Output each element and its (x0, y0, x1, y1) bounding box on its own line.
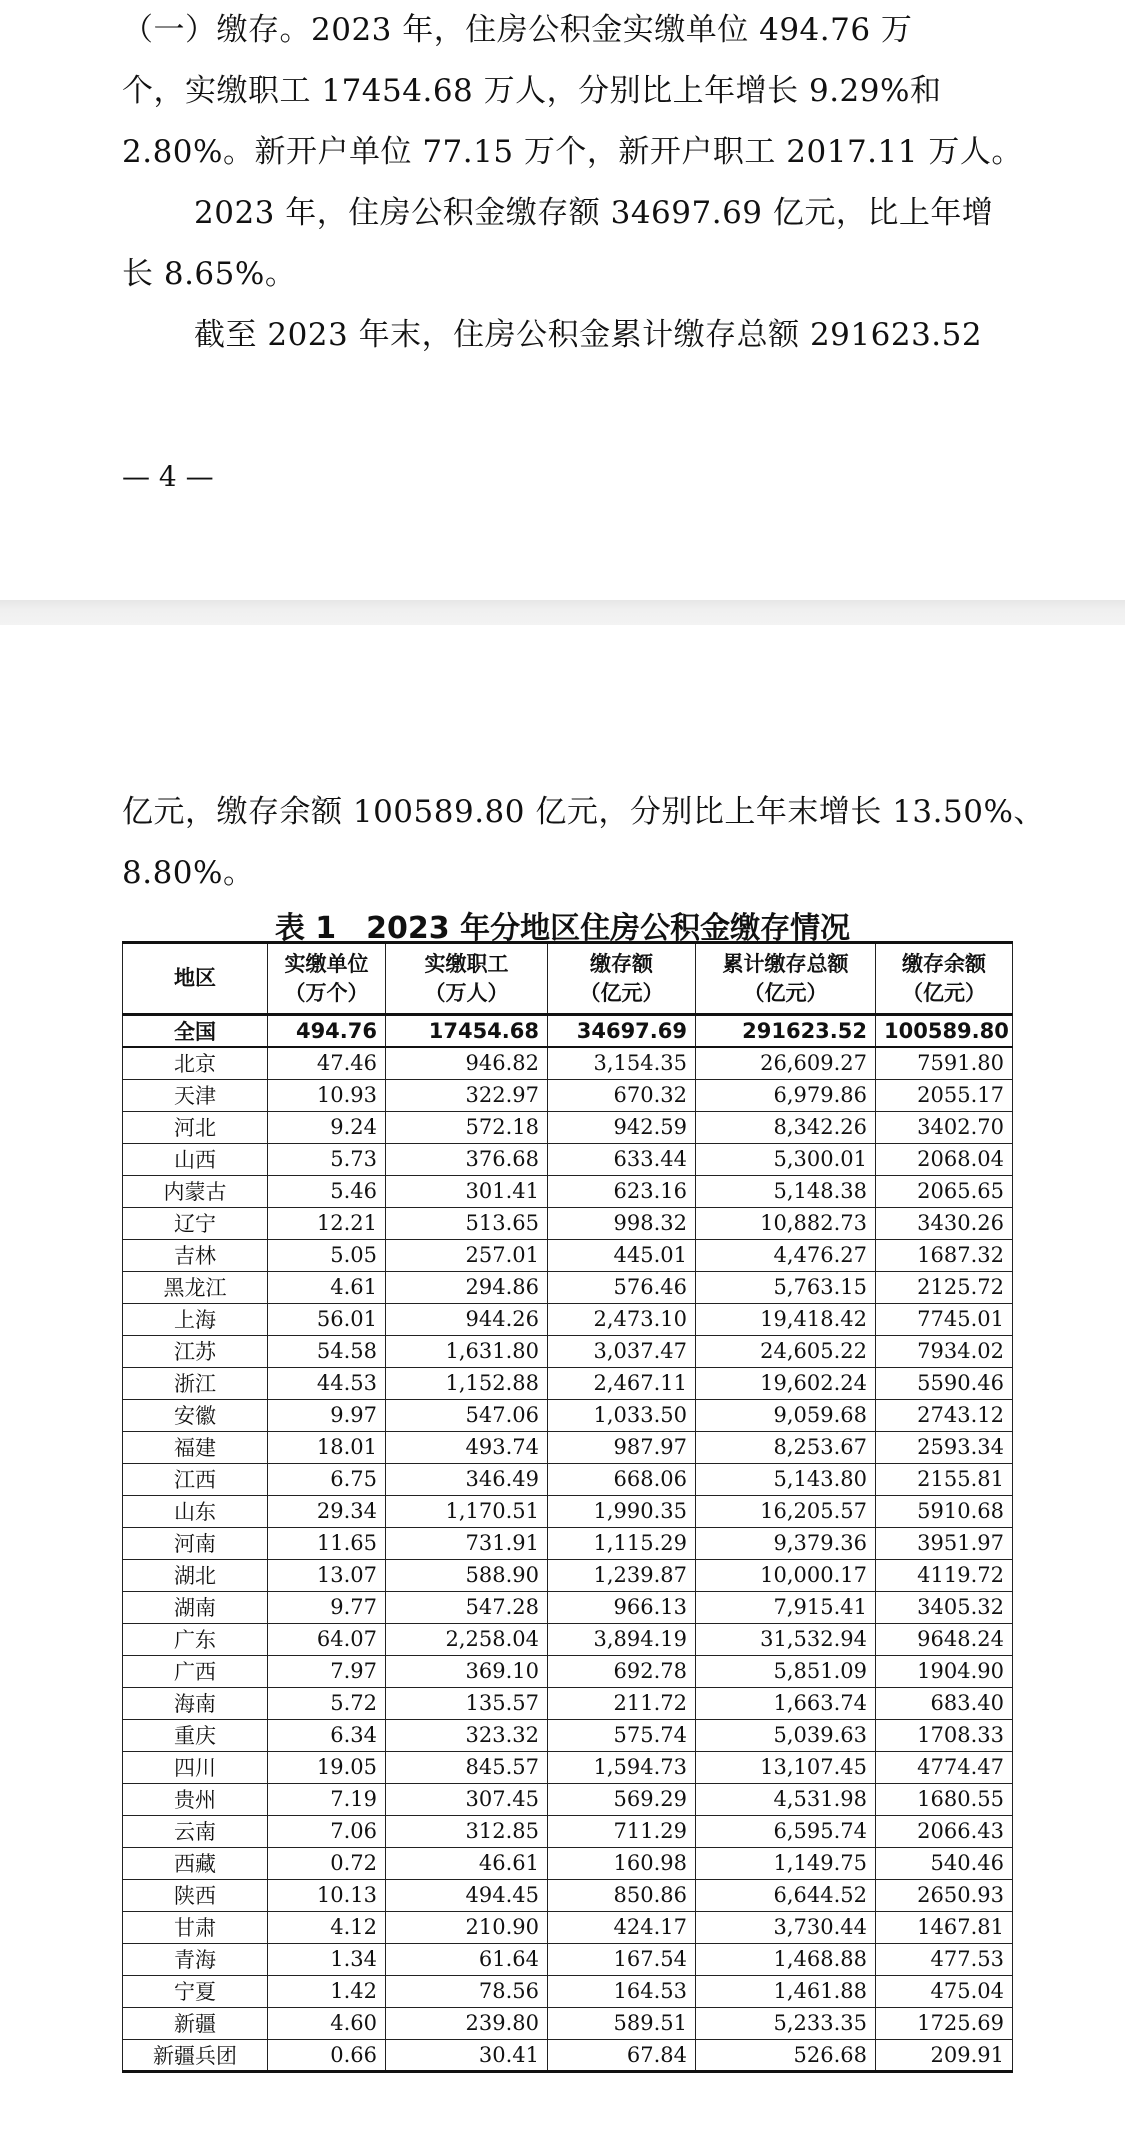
cell-units: 9.77 (268, 1591, 386, 1623)
cell-employees: 2,258.04 (386, 1623, 548, 1655)
cell-cumulative-deposit: 4,531.98 (696, 1783, 876, 1815)
cell-cumulative-deposit: 5,143.80 (696, 1463, 876, 1495)
cell-employees: 369.10 (386, 1655, 548, 1687)
cell-region: 云南 (123, 1815, 268, 1847)
cell-deposit-amount: 998.32 (548, 1207, 696, 1239)
cell-cumulative-deposit: 26,609.27 (696, 1047, 876, 1079)
cell-employees: 494.45 (386, 1879, 548, 1911)
cell-units: 29.34 (268, 1495, 386, 1527)
table-row (123, 1463, 1013, 1495)
cell-region: 宁夏 (123, 1975, 268, 2007)
cell-region: 新疆 (123, 2007, 268, 2039)
cell-employees: 322.97 (386, 1079, 548, 1111)
cell-units: 9.24 (268, 1111, 386, 1143)
cell-region: 西藏 (123, 1847, 268, 1879)
cell-region: 上海 (123, 1303, 268, 1335)
continued-line-1: 亿元，缴存余额 100589.80 亿元，分别比上年末增长 13.50%、 (122, 794, 1045, 830)
cell-deposit-amount: 160.98 (548, 1847, 696, 1879)
table-row (123, 1335, 1013, 1367)
table-row (123, 1271, 1013, 1303)
cell-cumulative-deposit: 1,461.88 (696, 1975, 876, 2007)
cell-region: 河北 (123, 1111, 268, 1143)
cell-deposit-balance: 7745.01 (876, 1303, 1013, 1335)
cell-cumulative-deposit: 4,476.27 (696, 1239, 876, 1271)
cell-deposit-balance: 2593.34 (876, 1431, 1013, 1463)
cell-region: 内蒙古 (123, 1175, 268, 1207)
cell-employees: 946.82 (386, 1047, 548, 1079)
cell-employees: 1,152.88 (386, 1367, 548, 1399)
table-row (123, 1367, 1013, 1399)
cell-units: 5.46 (268, 1175, 386, 1207)
cell-deposit-balance: 2650.93 (876, 1879, 1013, 1911)
cell-deposit-amount: 34697.69 (548, 1015, 696, 1048)
cell-cumulative-deposit: 5,763.15 (696, 1271, 876, 1303)
cell-employees: 731.91 (386, 1527, 548, 1559)
cell-cumulative-deposit: 9,379.36 (696, 1527, 876, 1559)
cell-units: 4.12 (268, 1911, 386, 1943)
table-row-national-total (123, 1015, 1013, 1048)
header-deposit-balance: 缴存余额 （亿元） (876, 943, 1013, 1015)
cell-deposit-balance: 2065.65 (876, 1175, 1013, 1207)
cell-cumulative-deposit: 9,059.68 (696, 1399, 876, 1431)
cell-deposit-balance: 477.53 (876, 1943, 1013, 1975)
cell-deposit-amount: 67.84 (548, 2039, 696, 2071)
cell-units: 47.46 (268, 1047, 386, 1079)
cell-deposit-amount: 966.13 (548, 1591, 696, 1623)
cell-employees: 257.01 (386, 1239, 548, 1271)
cell-units: 7.06 (268, 1815, 386, 1847)
cell-deposit-balance: 2066.43 (876, 1815, 1013, 1847)
cell-deposit-balance: 2068.04 (876, 1143, 1013, 1175)
cell-region: 新疆兵团 (123, 2039, 268, 2071)
cell-cumulative-deposit: 10,000.17 (696, 1559, 876, 1591)
cell-employees: 1,170.51 (386, 1495, 548, 1527)
cell-cumulative-deposit: 16,205.57 (696, 1495, 876, 1527)
cell-region: 广西 (123, 1655, 268, 1687)
cell-employees: 294.86 (386, 1271, 548, 1303)
header-cumulative-deposit: 累计缴存总额 （亿元） (696, 943, 876, 1015)
cell-cumulative-deposit: 1,468.88 (696, 1943, 876, 1975)
cell-deposit-amount: 711.29 (548, 1815, 696, 1847)
cell-deposit-balance: 475.04 (876, 1975, 1013, 2007)
cell-deposit-balance: 1680.55 (876, 1783, 1013, 1815)
cell-deposit-balance: 1725.69 (876, 2007, 1013, 2039)
cell-units: 7.19 (268, 1783, 386, 1815)
cell-deposit-amount: 668.06 (548, 1463, 696, 1495)
cell-deposit-balance: 2155.81 (876, 1463, 1013, 1495)
table-header-row (123, 943, 1013, 1015)
cell-deposit-balance: 7591.80 (876, 1047, 1013, 1079)
cell-deposit-balance: 5590.46 (876, 1367, 1013, 1399)
cell-region: 四川 (123, 1751, 268, 1783)
table-row (123, 1175, 1013, 1207)
cell-cumulative-deposit: 5,039.63 (696, 1719, 876, 1751)
cell-region: 海南 (123, 1687, 268, 1719)
cell-deposit-balance: 2055.17 (876, 1079, 1013, 1111)
cell-region: 湖南 (123, 1591, 268, 1623)
cell-deposit-balance: 3405.32 (876, 1591, 1013, 1623)
cell-region: 湖北 (123, 1559, 268, 1591)
cell-employees: 323.32 (386, 1719, 548, 1751)
table-row (123, 1655, 1013, 1687)
cell-cumulative-deposit: 5,300.01 (696, 1143, 876, 1175)
cell-cumulative-deposit: 526.68 (696, 2039, 876, 2071)
cell-deposit-amount: 3,037.47 (548, 1335, 696, 1367)
cell-deposit-amount: 987.97 (548, 1431, 696, 1463)
cell-deposit-amount: 1,115.29 (548, 1527, 696, 1559)
cell-deposit-balance: 9648.24 (876, 1623, 1013, 1655)
cell-employees: 1,631.80 (386, 1335, 548, 1367)
cell-employees: 588.90 (386, 1559, 548, 1591)
cell-cumulative-deposit: 291623.52 (696, 1015, 876, 1048)
cell-units: 6.34 (268, 1719, 386, 1751)
table-row (123, 1943, 1013, 1975)
cell-deposit-amount: 576.46 (548, 1271, 696, 1303)
cell-cumulative-deposit: 1,663.74 (696, 1687, 876, 1719)
table-row (123, 1623, 1013, 1655)
cell-units: 5.05 (268, 1239, 386, 1271)
cell-cumulative-deposit: 8,342.26 (696, 1111, 876, 1143)
table-row (123, 1815, 1013, 1847)
cell-cumulative-deposit: 6,644.52 (696, 1879, 876, 1911)
cell-deposit-balance: 7934.02 (876, 1335, 1013, 1367)
cell-deposit-amount: 692.78 (548, 1655, 696, 1687)
cell-deposit-amount: 589.51 (548, 2007, 696, 2039)
cell-cumulative-deposit: 19,418.42 (696, 1303, 876, 1335)
cell-deposit-amount: 623.16 (548, 1175, 696, 1207)
cell-units: 7.97 (268, 1655, 386, 1687)
cell-deposit-amount: 164.53 (548, 1975, 696, 2007)
cell-units: 56.01 (268, 1303, 386, 1335)
cell-units: 10.13 (268, 1879, 386, 1911)
cell-deposit-amount: 167.54 (548, 1943, 696, 1975)
cell-deposit-balance: 3951.97 (876, 1527, 1013, 1559)
cell-deposit-balance: 540.46 (876, 1847, 1013, 1879)
table-row (123, 1879, 1013, 1911)
cell-deposit-amount: 2,473.10 (548, 1303, 696, 1335)
cell-cumulative-deposit: 31,532.94 (696, 1623, 876, 1655)
cell-region: 吉林 (123, 1239, 268, 1271)
table-row (123, 1431, 1013, 1463)
cell-deposit-balance: 1708.33 (876, 1719, 1013, 1751)
cell-deposit-amount: 1,033.50 (548, 1399, 696, 1431)
cell-employees: 301.41 (386, 1175, 548, 1207)
table-row (123, 1207, 1013, 1239)
cell-deposit-balance: 2125.72 (876, 1271, 1013, 1303)
cell-deposit-balance: 2743.12 (876, 1399, 1013, 1431)
cell-deposit-amount: 211.72 (548, 1687, 696, 1719)
cell-cumulative-deposit: 8,253.67 (696, 1431, 876, 1463)
cell-employees: 845.57 (386, 1751, 548, 1783)
table-row (123, 2007, 1013, 2039)
cell-employees: 312.85 (386, 1815, 548, 1847)
cell-region: 辽宁 (123, 1207, 268, 1239)
cell-units: 9.97 (268, 1399, 386, 1431)
paragraph-line-3: 2.80%。新开户单位 77.15 万个，新开户职工 2017.11 万人。 (122, 134, 1023, 170)
cell-employees: 239.80 (386, 2007, 548, 2039)
cell-cumulative-deposit: 5,851.09 (696, 1655, 876, 1687)
cell-units: 54.58 (268, 1335, 386, 1367)
paragraph-line-6: 截至 2023 年末，住房公积金累计缴存总额 291623.52 (194, 317, 983, 353)
cell-deposit-balance: 1467.81 (876, 1911, 1013, 1943)
cell-employees: 46.61 (386, 1847, 548, 1879)
header-units: 实缴单位 （万个） (268, 943, 386, 1015)
cell-units: 6.75 (268, 1463, 386, 1495)
table-row (123, 1303, 1013, 1335)
cell-deposit-balance: 1904.90 (876, 1655, 1013, 1687)
table-row (123, 2039, 1013, 2071)
table-row (123, 1783, 1013, 1815)
cell-region: 甘肃 (123, 1911, 268, 1943)
cell-region: 安徽 (123, 1399, 268, 1431)
cell-deposit-balance: 5910.68 (876, 1495, 1013, 1527)
cell-employees: 572.18 (386, 1111, 548, 1143)
table-row (123, 1527, 1013, 1559)
page-separator (0, 600, 1125, 625)
cell-region: 江苏 (123, 1335, 268, 1367)
cell-cumulative-deposit: 7,915.41 (696, 1591, 876, 1623)
table-row (123, 1399, 1013, 1431)
cell-units: 4.61 (268, 1271, 386, 1303)
cell-employees: 493.74 (386, 1431, 548, 1463)
table-row (123, 1239, 1013, 1271)
cell-employees: 376.68 (386, 1143, 548, 1175)
cell-deposit-balance: 3430.26 (876, 1207, 1013, 1239)
cell-region: 广东 (123, 1623, 268, 1655)
cell-deposit-balance: 209.91 (876, 2039, 1013, 2071)
deposit-table (122, 941, 1013, 2073)
cell-region: 陕西 (123, 1879, 268, 1911)
table-row (123, 1047, 1013, 1079)
cell-deposit-balance: 1687.32 (876, 1239, 1013, 1271)
cell-employees: 513.65 (386, 1207, 548, 1239)
cell-deposit-amount: 850.86 (548, 1879, 696, 1911)
cell-region: 河南 (123, 1527, 268, 1559)
cell-employees: 307.45 (386, 1783, 548, 1815)
continued-line-2: 8.80%。 (122, 855, 255, 891)
cell-employees: 17454.68 (386, 1015, 548, 1048)
cell-deposit-amount: 445.01 (548, 1239, 696, 1271)
cell-cumulative-deposit: 3,730.44 (696, 1911, 876, 1943)
cell-employees: 210.90 (386, 1911, 548, 1943)
cell-employees: 547.06 (386, 1399, 548, 1431)
cell-cumulative-deposit: 6,979.86 (696, 1079, 876, 1111)
cell-deposit-amount: 633.44 (548, 1143, 696, 1175)
cell-region: 重庆 (123, 1719, 268, 1751)
header-region: 地区 (123, 943, 268, 1015)
cell-deposit-amount: 3,154.35 (548, 1047, 696, 1079)
cell-units: 1.34 (268, 1943, 386, 1975)
cell-region: 天津 (123, 1079, 268, 1111)
table-row (123, 1079, 1013, 1111)
cell-deposit-balance: 4119.72 (876, 1559, 1013, 1591)
cell-cumulative-deposit: 1,149.75 (696, 1847, 876, 1879)
paragraph-line-2: 个，实缴职工 17454.68 万人，分别比上年增长 9.29%和 (122, 73, 942, 109)
cell-deposit-amount: 1,239.87 (548, 1559, 696, 1591)
cell-region: 北京 (123, 1047, 268, 1079)
cell-region: 青海 (123, 1943, 268, 1975)
cell-employees: 346.49 (386, 1463, 548, 1495)
header-employees: 实缴职工 （万人） (386, 943, 548, 1015)
paragraph-line-1: （一）缴存。2023 年，住房公积金实缴单位 494.76 万 (122, 12, 913, 48)
table-row (123, 1719, 1013, 1751)
table-row (123, 1495, 1013, 1527)
table-title: 表 1 2023 年分地区住房公积金缴存情况 (274, 911, 851, 946)
cell-deposit-amount: 942.59 (548, 1111, 696, 1143)
cell-region: 福建 (123, 1431, 268, 1463)
table-row (123, 1911, 1013, 1943)
paragraph-line-4: 2023 年，住房公积金缴存额 34697.69 亿元，比上年增 (194, 195, 994, 231)
cell-region: 山东 (123, 1495, 268, 1527)
cell-units: 0.66 (268, 2039, 386, 2071)
cell-deposit-amount: 575.74 (548, 1719, 696, 1751)
cell-units: 5.73 (268, 1143, 386, 1175)
cell-units: 0.72 (268, 1847, 386, 1879)
cell-units: 10.93 (268, 1079, 386, 1111)
table-row (123, 1559, 1013, 1591)
cell-deposit-amount: 569.29 (548, 1783, 696, 1815)
cell-region: 江西 (123, 1463, 268, 1495)
cell-deposit-amount: 424.17 (548, 1911, 696, 1943)
cell-region: 山西 (123, 1143, 268, 1175)
cell-cumulative-deposit: 19,602.24 (696, 1367, 876, 1399)
cell-cumulative-deposit: 10,882.73 (696, 1207, 876, 1239)
table-row (123, 1751, 1013, 1783)
cell-units: 19.05 (268, 1751, 386, 1783)
table-row (123, 1975, 1013, 2007)
table-row (123, 1687, 1013, 1719)
cell-employees: 78.56 (386, 1975, 548, 2007)
cell-deposit-amount: 670.32 (548, 1079, 696, 1111)
cell-deposit-balance: 3402.70 (876, 1111, 1013, 1143)
cell-deposit-balance: 683.40 (876, 1687, 1013, 1719)
cell-cumulative-deposit: 5,233.35 (696, 2007, 876, 2039)
table-row (123, 1591, 1013, 1623)
cell-employees: 30.41 (386, 2039, 548, 2071)
cell-cumulative-deposit: 13,107.45 (696, 1751, 876, 1783)
cell-region: 贵州 (123, 1783, 268, 1815)
cell-deposit-balance: 4774.47 (876, 1751, 1013, 1783)
cell-units: 18.01 (268, 1431, 386, 1463)
document-page-4 (0, 0, 1125, 600)
cell-region: 全国 (123, 1015, 268, 1048)
cell-units: 13.07 (268, 1559, 386, 1591)
header-deposit-amount: 缴存额 （亿元） (548, 943, 696, 1015)
table-row (123, 1847, 1013, 1879)
cell-deposit-amount: 3,894.19 (548, 1623, 696, 1655)
cell-region: 浙江 (123, 1367, 268, 1399)
cell-units: 11.65 (268, 1527, 386, 1559)
cell-deposit-amount: 1,594.73 (548, 1751, 696, 1783)
cell-units: 494.76 (268, 1015, 386, 1048)
cell-region: 黑龙江 (123, 1271, 268, 1303)
cell-units: 12.21 (268, 1207, 386, 1239)
cell-cumulative-deposit: 5,148.38 (696, 1175, 876, 1207)
cell-units: 5.72 (268, 1687, 386, 1719)
table-row (123, 1143, 1013, 1175)
cell-cumulative-deposit: 24,605.22 (696, 1335, 876, 1367)
cell-deposit-balance: 100589.80 (876, 1015, 1013, 1048)
page-number: — 4 — (122, 460, 214, 493)
cell-units: 4.60 (268, 2007, 386, 2039)
cell-units: 1.42 (268, 1975, 386, 2007)
table-row (123, 1111, 1013, 1143)
cell-units: 64.07 (268, 1623, 386, 1655)
cell-cumulative-deposit: 6,595.74 (696, 1815, 876, 1847)
cell-units: 44.53 (268, 1367, 386, 1399)
cell-employees: 547.28 (386, 1591, 548, 1623)
cell-deposit-amount: 2,467.11 (548, 1367, 696, 1399)
cell-deposit-amount: 1,990.35 (548, 1495, 696, 1527)
cell-employees: 944.26 (386, 1303, 548, 1335)
cell-employees: 135.57 (386, 1687, 548, 1719)
cell-employees: 61.64 (386, 1943, 548, 1975)
paragraph-line-5: 长 8.65%。 (122, 256, 297, 292)
